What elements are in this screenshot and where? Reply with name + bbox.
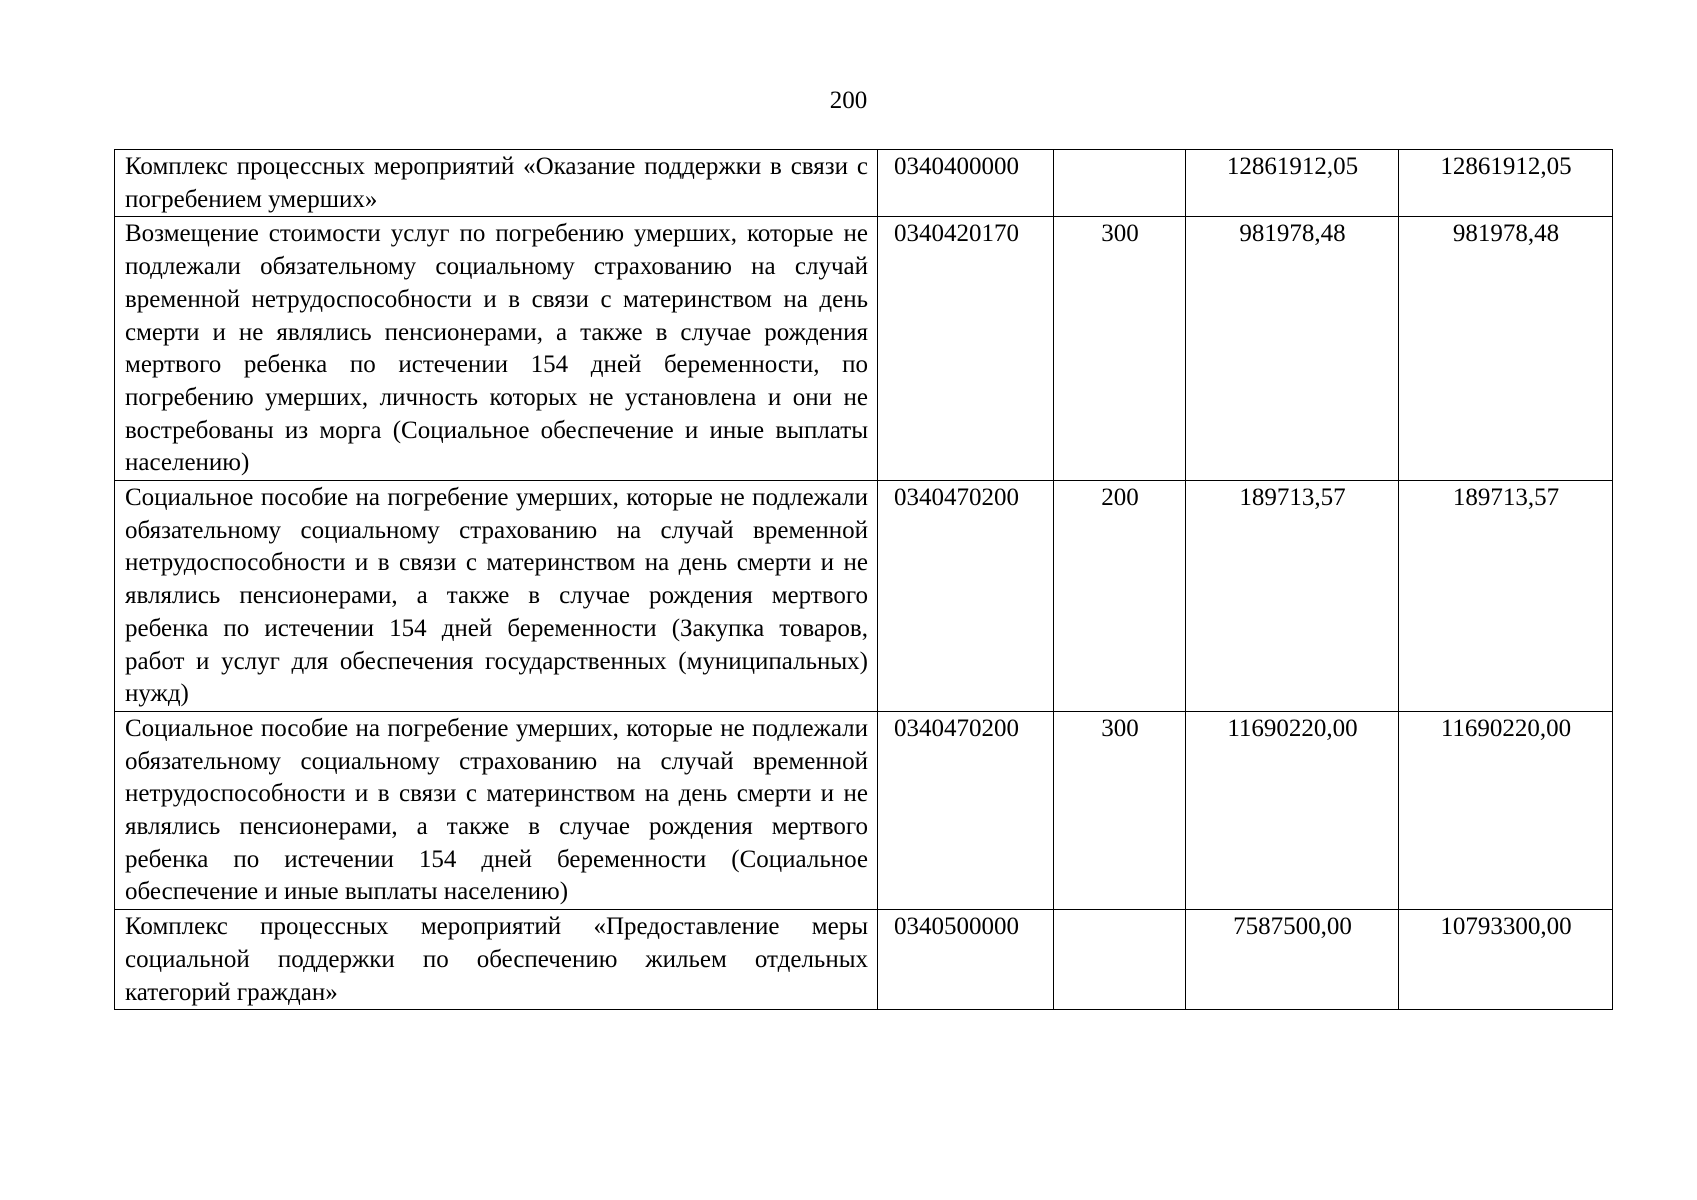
- row-name-cell: Возмещение стоимости услуг по погребению умерших, которые не подлежали обязательному социальному страхованию на случай временной нетрудоспособности и в связи с материнством на день смерти и не являлись пенсионерами, а также в случае рождения мертвого ребенка по истечении 154 дней беременности, по погребению умерших, личность которых не установлена и они не востребованы из морга (Социальное обеспечение и иные выплаты населению): [115, 217, 878, 481]
- row-code-cell: 0340400000: [878, 150, 1054, 217]
- row-amount-2-cell: 189713,57: [1399, 481, 1613, 712]
- row-code-cell: 0340470200: [878, 481, 1054, 712]
- row-amount-1-cell: 7587500,00: [1186, 910, 1399, 1010]
- table-row: [115, 481, 1613, 712]
- budget-table: [114, 149, 1613, 1010]
- row-type-cell: 300: [1054, 217, 1186, 481]
- row-amount-2-cell: 12861912,05: [1399, 150, 1613, 217]
- row-name-cell: Социальное пособие на погребение умерших, которые не подлежали обязательному социальному страхованию на случай временной нетрудоспособности и в связи с материнством на день смерти и не являлись пенсионерами, а также в случае рождения мертвого ребенка по истечении 154 дней беременности (Закупка товаров, работ и услуг для обеспечения государственных (муниципальных) нужд): [115, 481, 878, 712]
- row-name-cell: Комплекс процессных мероприятий «Предоставление меры социальной поддержки по обеспечению жильем отдельных категорий граждан»: [115, 910, 878, 1010]
- table-row: [115, 711, 1613, 909]
- page-number: 200: [829, 87, 868, 114]
- row-amount-2-cell: 10793300,00: [1399, 910, 1613, 1010]
- row-amount-1-cell: 981978,48: [1186, 217, 1399, 481]
- row-code-cell: 0340470200: [878, 711, 1054, 909]
- row-code-cell: 0340420170: [878, 217, 1054, 481]
- row-type-cell: [1054, 910, 1186, 1010]
- row-type-cell: 200: [1054, 481, 1186, 712]
- row-amount-2-cell: 981978,48: [1399, 217, 1613, 481]
- row-amount-1-cell: 12861912,05: [1186, 150, 1399, 217]
- row-amount-1-cell: 189713,57: [1186, 481, 1399, 712]
- table-row: [115, 217, 1613, 481]
- table-row: [115, 150, 1613, 217]
- row-amount-1-cell: 11690220,00: [1186, 711, 1399, 909]
- row-type-cell: [1054, 150, 1186, 217]
- row-name-cell: Социальное пособие на погребение умерших, которые не подлежали обязательному социальному страхованию на случай временной нетрудоспособности и в связи с материнством на день смерти и не являлись пенсионерами, а также в случае рождения мертвого ребенка по истечении 154 дней беременности (Социальное обеспечение и иные выплаты населению): [115, 711, 878, 909]
- row-code-cell: 0340500000: [878, 910, 1054, 1010]
- row-name-cell: Комплекс процессных мероприятий «Оказание поддержки в связи с погребением умерших»: [115, 150, 878, 217]
- row-type-cell: 300: [1054, 711, 1186, 909]
- table-row: [115, 910, 1613, 1010]
- row-amount-2-cell: 11690220,00: [1399, 711, 1613, 909]
